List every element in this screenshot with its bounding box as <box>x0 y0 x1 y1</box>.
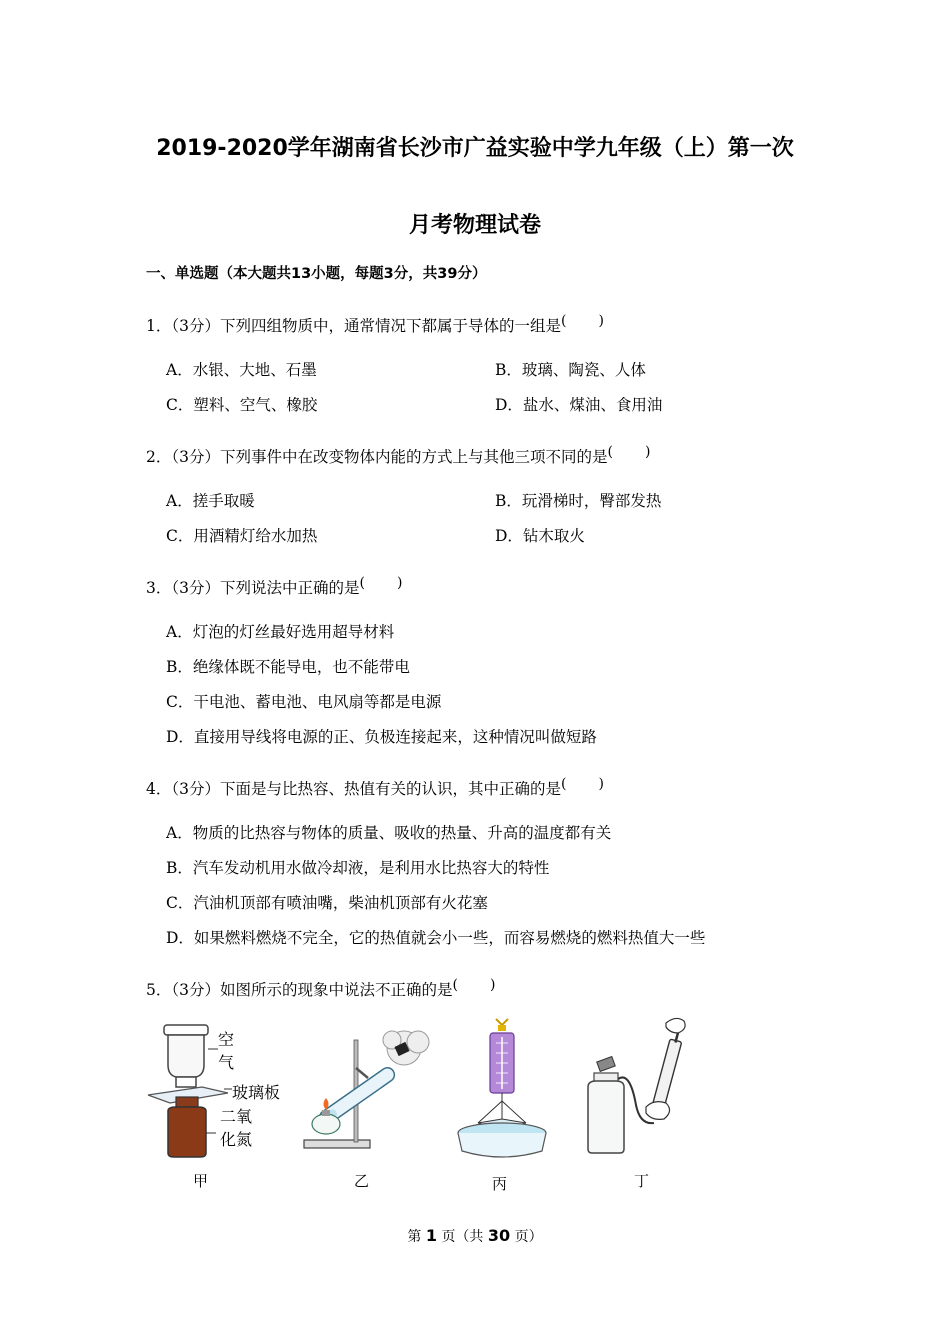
question-stem: 5．（3分）如图所示的现象中说法不正确的是 <box>146 981 453 999</box>
annotation-kong: 空 <box>218 1030 235 1049</box>
q3-option-a: A．灯泡的灯丝最好选用超导材料 <box>166 623 395 641</box>
question-stem: 1．（3分）下列四组物质中，通常情况下都属于导体的一组是 <box>146 317 561 335</box>
question-2 <box>146 444 650 467</box>
q1-option-a: A．水银、大地、石墨 <box>166 361 317 379</box>
annotation-nitrogen-dioxide-2: 化氮 <box>220 1130 253 1149</box>
test-tube-stand-figure <box>296 1018 436 1153</box>
annotation-nitrogen-dioxide-1: 二氧 <box>220 1107 253 1126</box>
question-1 <box>146 313 604 336</box>
question-3 <box>146 575 402 598</box>
q3-option-c: C．干电池、蓄电池、电风扇等都是电源 <box>166 693 442 711</box>
q2-option-d: D．钻木取火 <box>495 527 585 545</box>
q4-option-c: C．汽油机顶部有喷油嘴，柴油机顶部有火花塞 <box>166 894 488 912</box>
q2-option-c: C．用酒精灯给水加热 <box>166 527 318 545</box>
figure-label-ding: 丁 <box>634 1172 650 1190</box>
q3-option-d: D．直接用导线将电源的正、负极连接起来，这种情况叫做短路 <box>166 728 597 746</box>
answer-bracket: ( ) <box>452 977 496 993</box>
q1-option-b: B．玻璃、陶瓷、人体 <box>495 361 646 379</box>
answer-bracket: ( ) <box>560 776 604 792</box>
annotation-glass-plate: 玻璃板 <box>232 1083 281 1102</box>
q3-option-b: B．绝缘体既不能导电，也不能带电 <box>166 658 410 676</box>
page-footer: 第 1 页（共 30 页） <box>407 1226 543 1245</box>
answer-bracket: ( ) <box>607 444 651 460</box>
q4-option-a: A．物质的比热容与物体的质量、吸收的热量、升高的温度都有关 <box>166 824 612 842</box>
question-5 <box>146 977 495 1000</box>
q4-option-d: D．如果燃料燃烧不完全，它的热值就会小一些，而容易燃烧的燃料热值大一些 <box>166 929 706 947</box>
question-4 <box>146 776 604 799</box>
q2-option-b: B．玩滑梯时，臀部发热 <box>495 492 662 510</box>
section-heading: 一、单选题（本大题共13小题，每题3分，共39分） <box>146 266 487 282</box>
page-number: 1 <box>425 1226 437 1245</box>
paper-title-line-1: 2019-2020学年湖南省长沙市广益实验中学九年级（上）第一次 <box>156 136 794 161</box>
q2-option-a: A．搓手取暖 <box>166 492 255 510</box>
page-total: 30 <box>487 1226 511 1245</box>
question-stem: 2．（3分）下列事件中在改变物体内能的方式上与其他三项不同的是 <box>146 448 608 466</box>
spring-scale-water-figure <box>452 1015 552 1165</box>
figure-label-jia: 甲 <box>193 1172 209 1190</box>
answer-bracket: ( ) <box>359 575 403 591</box>
bottle-pump-figure <box>580 1015 710 1165</box>
paper-title-line-2: 月考物理试卷 <box>408 213 541 238</box>
figure-label-bing: 丙 <box>492 1175 508 1193</box>
q1-option-c: C．塑料、空气、橡胶 <box>166 396 318 414</box>
q1-option-d: D．盐水、煤油、食用油 <box>495 396 663 414</box>
figure-label-yi: 乙 <box>354 1172 370 1190</box>
answer-bracket: ( ) <box>560 313 604 329</box>
question-stem: 4．（3分）下面是与比热容、热值有关的认识，其中正确的是 <box>146 780 561 798</box>
q4-option-b: B．汽车发动机用水做冷却液，是利用水比热容大的特性 <box>166 859 550 877</box>
question-stem: 3．（3分）下列说法中正确的是 <box>146 579 360 597</box>
annotation-qi: 气 <box>218 1053 235 1072</box>
